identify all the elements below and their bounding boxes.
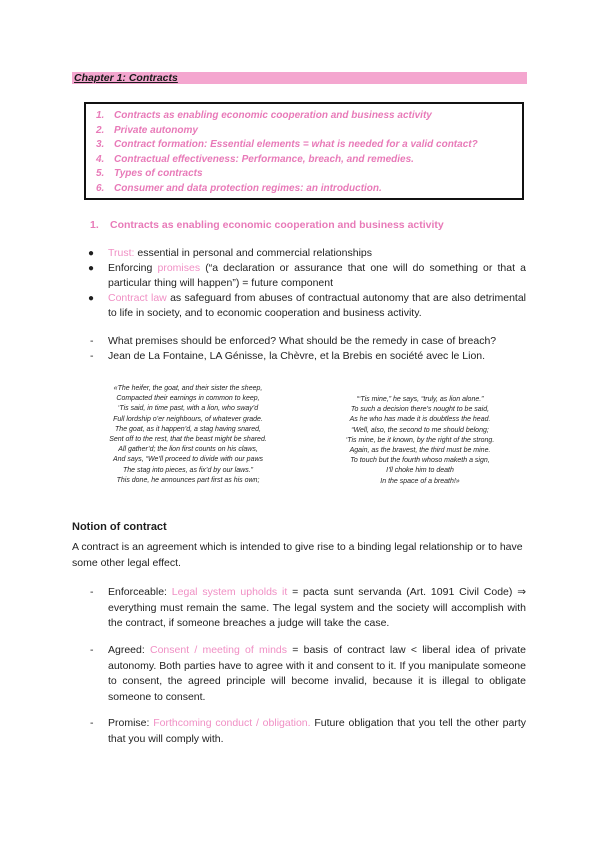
toc-item: 2. Private autonomy	[96, 124, 198, 136]
bullet-marker: ●	[88, 293, 95, 304]
section-heading: 1. Contracts as enabling economic cooperation and business activity	[90, 219, 444, 231]
dash-marker: -	[90, 586, 94, 598]
toc-item: 3. Contract formation: Essential elements = what is needed for a valid contact?	[96, 139, 478, 150]
item-promise: Promise: Forthcoming conduct / obligation. Future obligation that you tell the other party that you will comply with.	[108, 717, 527, 745]
bullet-contract-law: Contract law as safeguard from abuses of contractual autonomy that are also detrimental to life in society, and to economic cooperation and business activity.	[108, 292, 526, 319]
dash-marker: -	[90, 350, 94, 362]
poem-line: As he who has made it is doubtless the head.	[349, 416, 491, 424]
toc-item: 1. Contracts as enabling economic cooperation and business activity	[96, 110, 432, 121]
poem-line: To touch but the fourth whoso maketh a sign,	[350, 457, 490, 465]
poem-line: ‘Tis said, in time past, with a lion, who sway’d	[117, 405, 259, 413]
bullet-trust: Trust: essential in personal and commercial relationships	[108, 247, 372, 259]
poem-line: “‘Tis mine,” he says, “truly, as lion alone.”	[356, 396, 484, 403]
poem-line: All gather’d; the lion first counts on his claws,	[118, 446, 258, 454]
toc-item: 6. Consumer and data protection regimes: an introduction.	[96, 182, 382, 194]
poem-line: In the space of a breath!»	[380, 477, 460, 485]
item-agreed: Agreed: Consent / meeting of minds = basis of contract law < liberal idea of private autonomy. Both parties have to agree with it and consent to it. If you manipulate someone to consent, the agreed principle will become invalid, because it is illegal to obligate someone to consent.	[108, 644, 526, 703]
poem-line: ‘Tis mine, be it known, by the right of the strong.	[345, 436, 495, 444]
poem-line: And says, “We’ll proceed to divide with our paws	[112, 456, 264, 464]
toc-item: 4. Contractual effectiveness: Performance, breach, and remedies.	[96, 153, 414, 165]
poem-line: I’ll choke him to death	[386, 467, 454, 475]
dash-marker: -	[90, 644, 94, 656]
poem-left-column	[68, 384, 308, 486]
item-enforceable: Enforceable: Legal system upholds it = pacta sunt servanda (Art. 1091 Civil Code) ⇒ everything must remain the same. The legal system and the society will accomplish with the contract, if someone breaches a judge will take the case.	[108, 586, 527, 629]
poem-line: This done, he announces part first as his own;	[116, 476, 260, 484]
poem-right-column	[300, 395, 540, 487]
poem-line: Again, as the bravest, the third must be mine.	[349, 446, 491, 454]
dash-marker: -	[90, 717, 94, 729]
poem-line: Sent off to the rest, that the beast might be shared.	[109, 435, 267, 443]
poem-line: Full lordship o’er neighbours, of whatever grade.	[113, 415, 263, 423]
dash-item: What premises should be enforced? What should be the remedy in case of breach?	[108, 335, 497, 347]
bullet-marker: ●	[88, 263, 95, 274]
poem-line: “Well, also, the second to me should belong;	[351, 426, 489, 434]
poem-line: To such a decision there’s nought to be said,	[350, 406, 490, 414]
bullet-marker: ●	[88, 248, 95, 259]
poem-line: Compacted their earnings in common to keep,	[116, 395, 260, 403]
notion-heading: Notion of contract	[72, 521, 167, 533]
poem-line: The goat, as it happen’d, a stag having snared,	[115, 425, 261, 433]
toc-item: 5. Types of contracts	[96, 168, 203, 179]
notion-intro: A contract is an agreement which is intended to give rise to a binding legal relationship or to have some other legal effect.	[72, 541, 523, 569]
poem-line: «The heifer, the goat, and their sister the sheep,	[113, 385, 263, 392]
poem-line: The stag into pieces, as fix’d by our laws.”	[123, 466, 253, 474]
dash-item: Jean de La Fontaine, LA Génisse, la Chèvre, et la Brebis en société avec le Lion.	[108, 350, 486, 362]
dash-marker: -	[90, 335, 94, 347]
bullet-enforcing: Enforcing promises (“a declaration or assurance that one will do something or that a particular thing will happen”) = future component	[108, 262, 526, 289]
chapter-title: Chapter 1: Contracts	[74, 72, 178, 84]
